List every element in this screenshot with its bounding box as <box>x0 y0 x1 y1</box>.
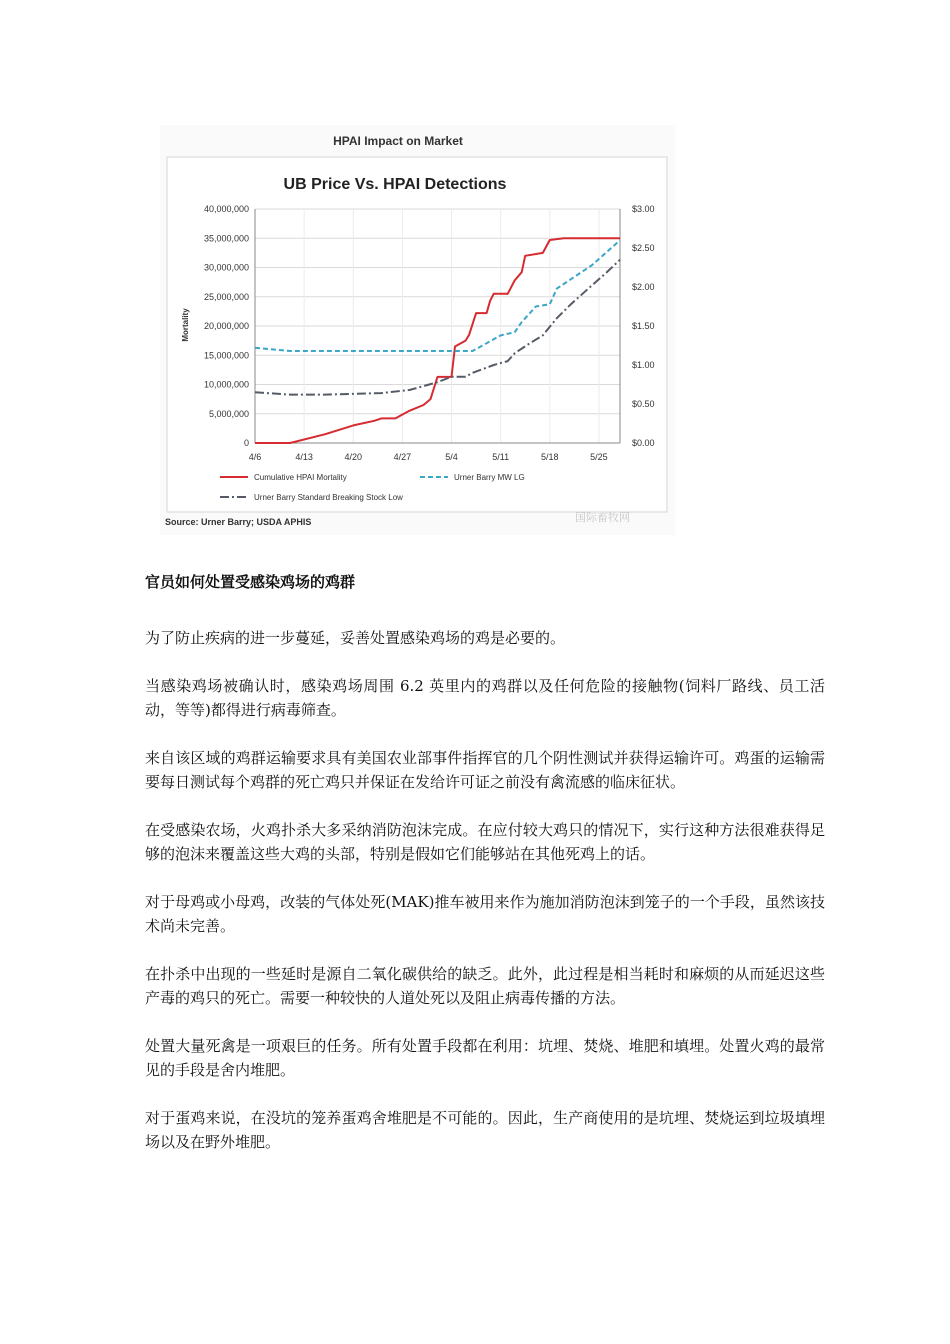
x-tick-label: 5/25 <box>590 452 608 462</box>
x-tick-label: 5/18 <box>541 452 559 462</box>
y-tick-label: 20,000,000 <box>203 321 249 331</box>
article-paragraph: 当感染鸡场被确认时，感染鸡场周围 6.2 英里内的鸡群以及任何危险的接触物(饲料厂路线、员工活动，等等)都得进行病毒筛查。 <box>145 677 825 719</box>
y-tick-label: 5,000,000 <box>208 408 249 419</box>
x-tick-label: 4/27 <box>393 452 412 462</box>
article-paragraph: 处置大量死禽是一项艰巨的任务。所有处置手段都在利用：坑埋、焚烧、堆肥和填埋。处置火鸡的最常见的手段是舍内堆肥。 <box>145 1037 825 1079</box>
x-tick-label: 5/11 <box>492 452 510 462</box>
x-tick-label: 5/4 <box>445 452 458 462</box>
y2-tick-label: $1.50 <box>632 321 655 331</box>
x-tick-label: 4/20 <box>344 452 363 462</box>
figure-watermark: 国际畜牧网 <box>575 512 630 524</box>
y-tick-label: 25,000,000 <box>203 291 249 302</box>
article-paragraph: 在扑杀中出现的一些延时是源自二氧化碳供给的缺乏。此外，此过程是相当耗时和麻烦的从而延迟这些产毒的鸡只的死亡。需要一种较快的人道处死以及阻止病毒传播的方法。 <box>145 965 825 1007</box>
y-tick-label: 15,000,000 <box>203 350 249 361</box>
legend-label: Cumulative HPAI Mortality <box>254 473 347 482</box>
article-paragraph: 对于母鸡或小母鸡，改装的气体处死(MAK)推车被用来作为施加消防泡沫到笼子的一个手段，虽然该技术尚未完善。 <box>145 893 825 935</box>
article-paragraph: 对于蛋鸡来说，在没坑的笼养蛋鸡舍堆肥是不可能的。因此，生产商使用的是坑埋、焚烧运到垃圾填埋场以及在野外堆肥。 <box>145 1109 825 1151</box>
y-tick-label: 35,000,000 <box>203 233 249 244</box>
y-tick-label: 30,000,000 <box>203 262 249 273</box>
y-tick-label: 10,000,000 <box>203 379 249 390</box>
y2-tick-label: $2.50 <box>632 243 655 253</box>
figure-header: HPAI Impact on Market <box>333 134 463 148</box>
chart-title: UB Price Vs. HPAI Detections <box>283 176 507 193</box>
figure-source: Source: Urner Barry; USDA APHIS <box>165 517 312 527</box>
y2-tick-label: $0.00 <box>632 438 655 448</box>
legend-label: Urner Barry Standard Breaking Stock Low <box>254 493 403 502</box>
y2-tick-label: $3.00 <box>632 204 655 214</box>
y-tick-label: 0 <box>243 438 249 448</box>
article-paragraph: 来自该区域的鸡群运输要求具有美国农业部事件指挥官的几个阴性测试并获得运输许可。鸡蛋的运输需要每日测试每个鸡群的死亡鸡只并保证在发给许可证之前没有禽流感的临床征状。 <box>145 749 825 791</box>
y2-tick-label: $2.00 <box>632 282 655 292</box>
article-heading: 官员如何处置受感染鸡场的鸡群 <box>145 573 356 591</box>
article-paragraph: 为了防止疾病的进一步蔓延，妥善处置感染鸡场的鸡是必要的。 <box>145 629 566 647</box>
x-tick-label: 4/6 <box>248 452 262 462</box>
y-axis-label: Mortality <box>181 308 190 342</box>
y-tick-label: 40,000,000 <box>203 204 249 214</box>
article-paragraph: 在受感染农场，火鸡扑杀大多采纳消防泡沫完成。在应付较大鸡只的情况下，实行这种方法很难获得足够的泡沫来覆盖这些大鸡的头部，特别是假如它们能够站在其他死鸡上的话。 <box>145 821 825 863</box>
chart-figure <box>160 125 675 535</box>
y2-tick-label: $1.00 <box>632 360 655 370</box>
legend-label: Urner Barry MW LG <box>454 473 525 482</box>
chart-svg <box>160 125 675 535</box>
y2-tick-label: $0.50 <box>632 399 655 409</box>
x-tick-label: 4/13 <box>295 452 313 462</box>
article <box>145 570 825 1178</box>
